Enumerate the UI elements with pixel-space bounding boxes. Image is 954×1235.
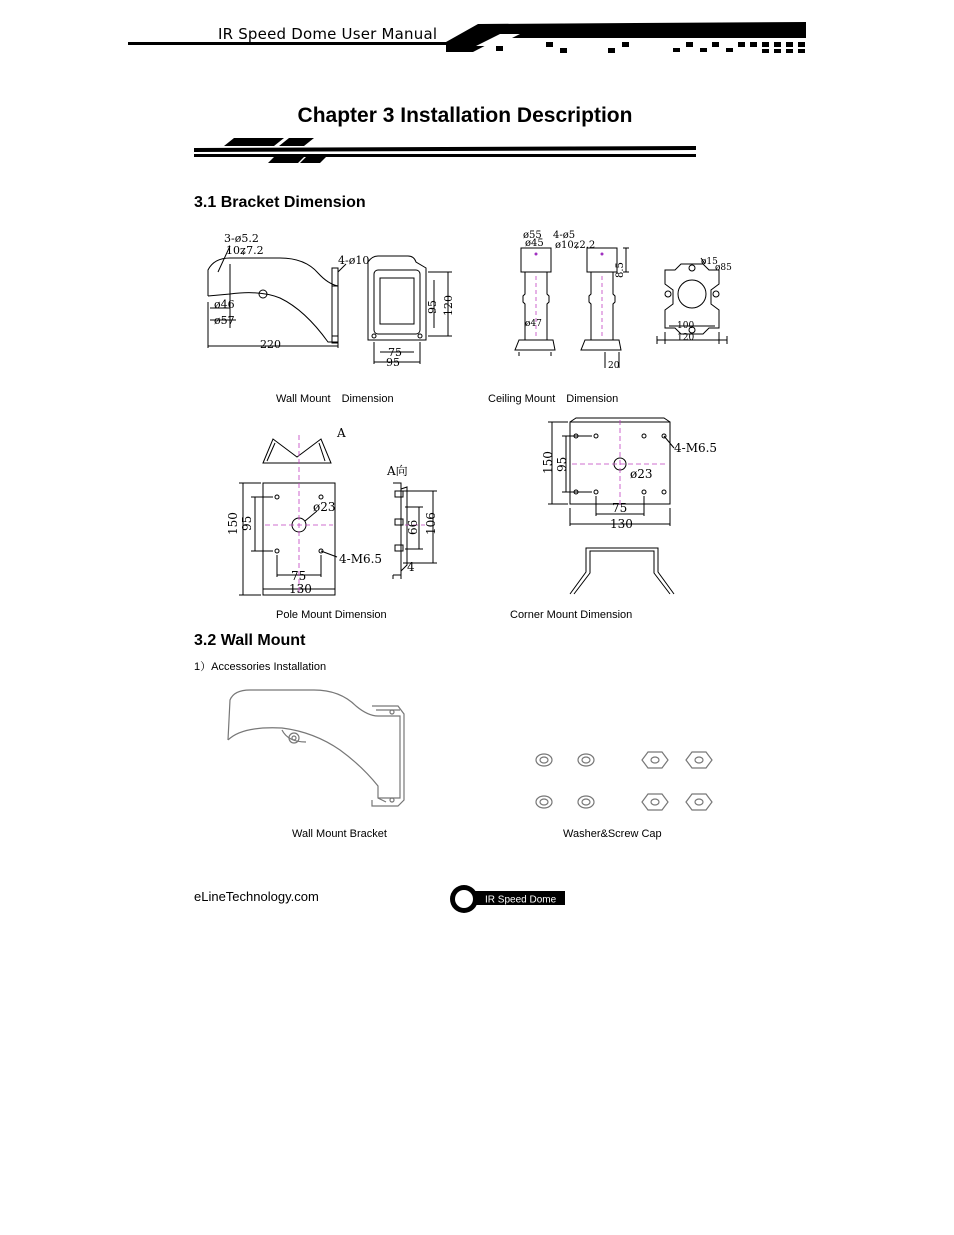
corner-dim-label: 150 bbox=[541, 451, 555, 474]
wall-dim-label: 95 bbox=[386, 356, 400, 368]
chapter-underline bbox=[194, 134, 698, 166]
pole-dim-label: 95 bbox=[240, 515, 254, 531]
ceiling-dim-label: 4-ø5 bbox=[553, 230, 576, 241]
ceiling-dim-label: 20 bbox=[608, 361, 620, 371]
corner-dim-label: 95 bbox=[555, 456, 569, 472]
corner-dim-label: 4-M6.5 bbox=[674, 441, 718, 455]
footer-site: eLineTechnology.com bbox=[194, 889, 319, 904]
pole-dim-label: 130 bbox=[289, 582, 312, 596]
screw-cap-icon bbox=[642, 794, 668, 810]
ceiling-dim-label: 8.5 bbox=[615, 262, 626, 278]
washer-icon bbox=[578, 796, 594, 808]
pole-mount-dimension-drawing bbox=[225, 425, 450, 600]
wall-dim-label: 95 bbox=[426, 300, 439, 314]
washer-icon bbox=[536, 796, 552, 808]
wall-dim-label: ø46 bbox=[214, 298, 235, 311]
pole-dim-label: A向 bbox=[387, 464, 408, 478]
washer-icon bbox=[536, 754, 552, 766]
pole-dim-label: ø23 bbox=[313, 500, 336, 514]
pole-dim-label: 150 bbox=[226, 512, 240, 535]
wall-dim-label: 4-ø10 bbox=[338, 254, 370, 267]
section-title-wall-mount: 3.2 Wall Mount bbox=[194, 632, 306, 649]
caption-corner-mount-dimension: Corner Mount Dimension bbox=[510, 609, 633, 621]
ceiling-dim-label: ø45 bbox=[525, 238, 544, 249]
step-accessories-installation: 1）Accessories Installation bbox=[194, 661, 327, 673]
wall-dim-label: 3-ø5.2 bbox=[224, 232, 259, 245]
footer-badge bbox=[449, 884, 567, 914]
wall-dim-label: 120 bbox=[442, 295, 455, 316]
corner-dim-label: 75 bbox=[612, 501, 628, 515]
header-title: IR Speed Dome User Manual bbox=[218, 25, 438, 43]
washer-screw-cap-drawing bbox=[530, 744, 720, 816]
ceiling-dim-label: ø47 bbox=[525, 319, 542, 329]
caption-wall-mount-dimension: Wall Mount Dimension bbox=[276, 393, 394, 405]
pole-dim-label: 75 bbox=[291, 569, 307, 583]
pole-dim-label: 4 bbox=[407, 560, 415, 574]
section-title-bracket-dimension: 3.1 Bracket Dimension bbox=[194, 194, 366, 211]
corner-mount-dimension-drawing bbox=[540, 416, 720, 601]
ceiling-dim-label: ø85 bbox=[715, 263, 732, 273]
screw-cap-icon bbox=[686, 752, 712, 768]
ceiling-dim-label: 100 bbox=[677, 321, 695, 331]
wall-dim-label: 75 bbox=[388, 346, 402, 359]
pole-dim-label: 106 bbox=[424, 512, 438, 535]
screw-cap-icon bbox=[642, 752, 668, 768]
ceiling-mount-dimension-drawing bbox=[505, 228, 745, 373]
caption-wall-mount-bracket: Wall Mount Bracket bbox=[292, 828, 387, 840]
ceiling-dim-label: ø10ʑ2.2 bbox=[555, 240, 596, 251]
ceiling-dim-label: ø55 bbox=[523, 230, 542, 241]
wall-dim-label: ø57 bbox=[214, 314, 235, 327]
caption-ceiling-mount-dimension: Ceiling Mount Dimension bbox=[488, 393, 619, 405]
corner-dim-label: ø23 bbox=[630, 467, 653, 481]
pole-dim-label: 66 bbox=[406, 519, 420, 535]
wall-dim-label: 220 bbox=[260, 338, 281, 351]
pole-dim-label: A bbox=[337, 426, 346, 440]
caption-washer-screw-cap: Washer&Screw Cap bbox=[563, 828, 662, 840]
ceiling-dim-label: 120 bbox=[677, 333, 695, 343]
pole-dim-label: 4-M6.5 bbox=[339, 552, 383, 566]
screw-cap-icon bbox=[686, 794, 712, 810]
washer-icon bbox=[578, 754, 594, 766]
footer-badge-text: IR Speed Dome bbox=[485, 894, 557, 906]
corner-dim-label: 130 bbox=[610, 517, 633, 531]
ceiling-dim-label: ø15 bbox=[701, 257, 718, 267]
wall-dim-label: 10ʑ7.2 bbox=[226, 244, 264, 257]
caption-pole-mount-dimension: Pole Mount Dimension bbox=[276, 609, 387, 621]
wall-mount-dimension-drawing bbox=[200, 228, 465, 368]
chapter-title: Chapter 3 Installation Description bbox=[297, 104, 633, 127]
wall-mount-bracket-drawing bbox=[222, 686, 412, 810]
